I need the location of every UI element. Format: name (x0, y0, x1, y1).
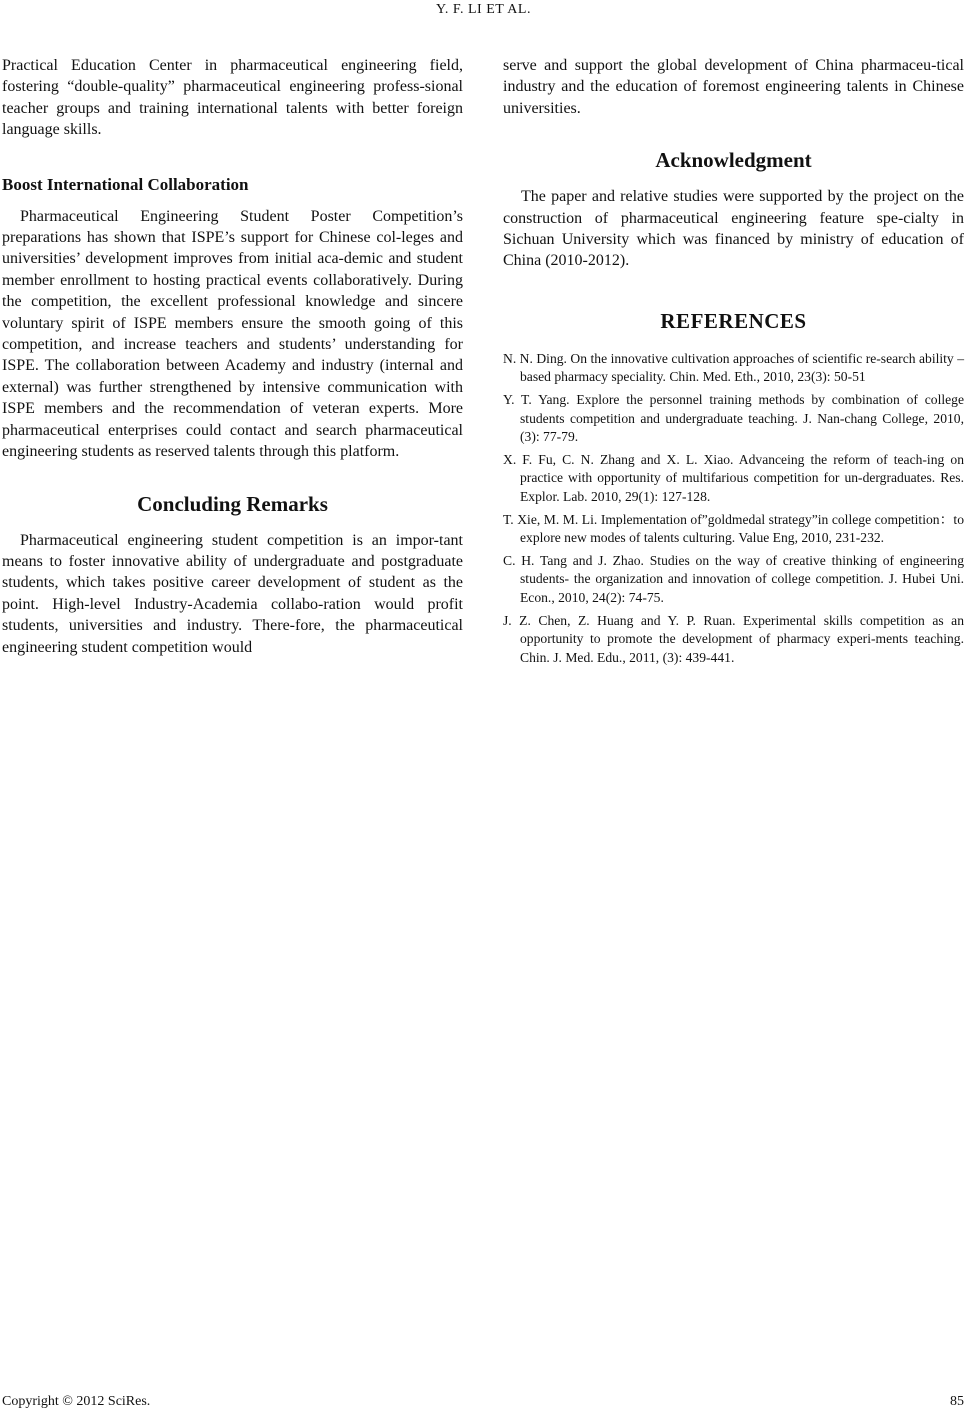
boost-collaboration-heading: Boost International Collaboration (2, 174, 249, 194)
page-number: 85 (950, 1394, 964, 1409)
boost-collaboration-paragraph: Pharmaceutical Engineering Student Poster Competition’s preparations has shown that ISPE’s support for Chinese col-leges and universities’ development improves from initial aca-demic and student member enrollment to hosting practical events collaboratively. During the competition, the excellent professional knowledge and sincere voluntary spirit of ISPE members ensure the smooth going of this competition, and increase teachers and students’ understanding for ISPE. The collaboration between Academy and industry (internal and external) was further strengthened by intensive communication with ISPE members and the recommendation of veteran experts. More pharmaceutical enterprises could contact and search pharmaceutical engineering students as reserved talents through this platform. (2, 207, 463, 461)
reference-item: N. N. Ding. On the innovative cultivation approaches of scientific re-search ability – based pharmacy speciality. Chin. Med. Eth., 2010, 23(3): 50-51 (503, 350, 964, 385)
references-heading: REFERENCES (660, 308, 807, 333)
left-column (2, 55, 463, 658)
reference-item: C. H. Tang and J. Zhao. Studies on the way of creative thinking of engineering students- the organization and innovation of college competition. J. Hubei Uni. Econ., 2010, 24(2): 74-75. (503, 552, 964, 605)
concluding-remarks-paragraph: Pharmaceutical engineering student competition is an impor-tant means to foster innovative ability of undergraduate and postgraduate students, which takes positive career development of student as the point. High-level Industry-Academia collabo-ration would profit students, universities and industry. There-fore, the pharmaceutical engineering student competition would (2, 531, 463, 656)
reference-item: Y. T. Yang. Explore the personnel training methods by combination of college students competition and undergraduate teaching. J. Nan-chang College, 2010, (3): 77-79. (503, 392, 964, 445)
continuation-paragraph: serve and support the global development of China pharmaceu-tical industry and the education of foremost engineering talents in Chinese universities. (503, 57, 964, 117)
reference-item: J. Z. Chen, Z. Huang and Y. P. Ruan. Experimental skills competition as an opportunity to promote the development of pharmacy experi-ments teaching. Chin. J. Med. Edu., 2011, (3): 439-441. (503, 612, 964, 665)
right-column (503, 55, 964, 671)
acknowledgment-paragraph: The paper and relative studies were supported by the project on the construction of pharmaceutical engineering feature spe-cialty in Sichuan University which was financed by ministry of education of China (2010-2012). (503, 188, 964, 270)
reference-item: X. F. Fu, C. N. Zhang and X. L. Xiao. Advanceing the reform of teach-ing on practice with opportunity of multifarious competition for un-dergraduates. Res. Explor. Lab. 2010, 29(1): 127-128. (503, 451, 964, 504)
running-head: Y. F. LI ET AL. (436, 2, 531, 17)
copyright-footer: Copyright © 2012 SciRes. (2, 1394, 151, 1409)
reference-item: T. Xie, M. M. Li. Implementation of”goldmedal strategy”in college competition：to explore new modes of talents culturing. Value Eng, 2010, 231-232. (503, 511, 964, 546)
reference-list (503, 350, 964, 668)
concluding-remarks-heading: Concluding Remarks (137, 491, 328, 516)
intro-paragraph: Practical Education Center in pharmaceutical engineering field, fostering “double-quality” pharmaceutical engineering profess-sional teacher groups and training international talents with better foreign language skills. (2, 57, 463, 139)
acknowledgment-heading: Acknowledgment (655, 148, 812, 173)
